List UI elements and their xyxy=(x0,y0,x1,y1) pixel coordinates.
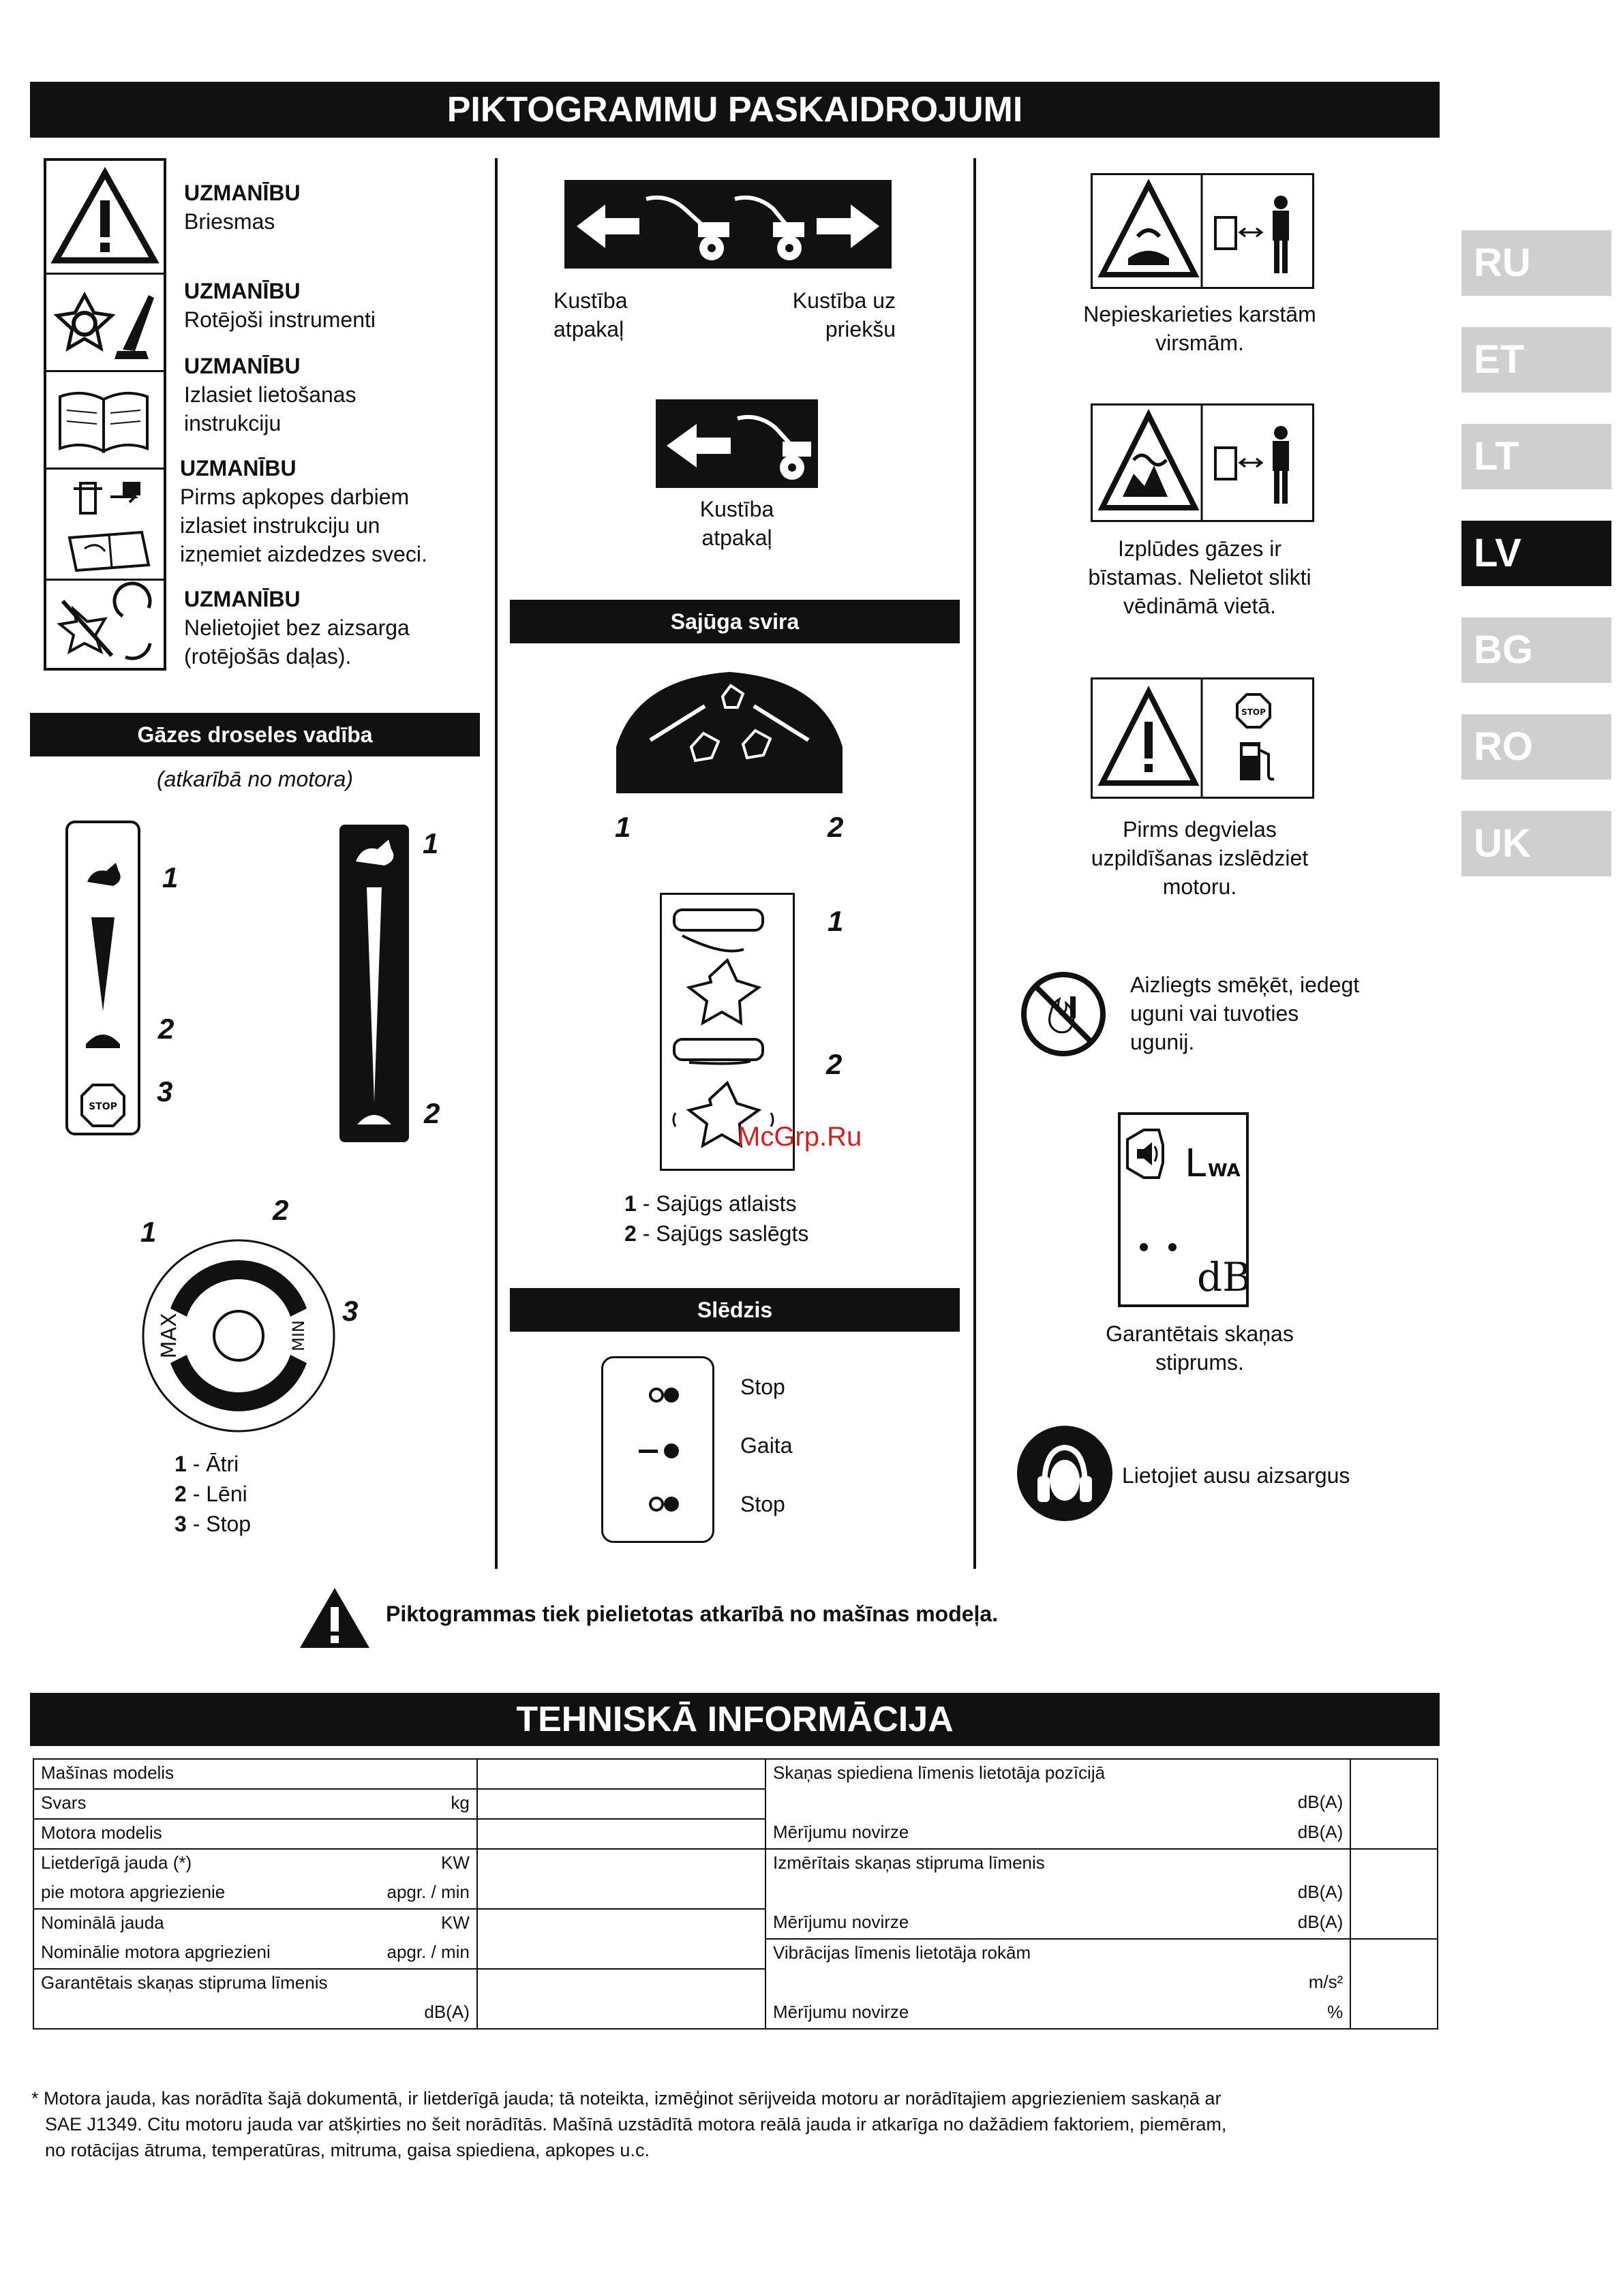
warning-item-manual xyxy=(184,352,357,438)
tech-unit: KW xyxy=(441,1912,470,1933)
throttle-b-label-1: 1 xyxy=(423,827,439,859)
caption-line: vēdināmā vietā. xyxy=(1123,594,1277,618)
throttle-dial-icon xyxy=(136,1234,341,1438)
tech-unit: apgr. / min xyxy=(386,1942,470,1962)
movement-back-caption xyxy=(553,286,628,343)
reverse-caption xyxy=(656,495,818,552)
throttle-legend-item xyxy=(175,1479,251,1509)
table-row xyxy=(33,1759,765,1789)
lang-tab-uk[interactable]: UK xyxy=(1461,811,1611,876)
tech-label: Lietderīgā jauda (*) xyxy=(41,1852,192,1873)
lwa-symbol: L xyxy=(1185,1142,1207,1186)
column-divider-left xyxy=(495,158,498,1569)
tech-unit: dB(A) xyxy=(424,2002,470,2022)
throttle-a-label-2: 2 xyxy=(158,1013,175,1045)
value-cell xyxy=(477,1819,765,1849)
tech-unit: dB(A) xyxy=(1297,1912,1344,1932)
legend-text: - Stop xyxy=(186,1512,252,1536)
footnote-line: * Motora jauda, kas norādīta šajā dokumentā, ir lietderīgā jauda; tā noteikta, izmēģinot sērijveida motoru ar norādītajiem apgriezieniem saskaņā ar xyxy=(31,2088,1222,2109)
caption-line: uguni vai tuvoties xyxy=(1130,1001,1299,1026)
value-cell xyxy=(1350,1759,1438,1849)
throttle-b-label-2: 2 xyxy=(424,1097,440,1129)
caption-line: Aizliegts smēķēt, iedegt xyxy=(1130,973,1360,997)
tech-label: Garantētais skaņas stipruma līmenis xyxy=(41,1972,328,1993)
tech-label: Motora modelis xyxy=(41,1822,162,1843)
throttle-a-label-1: 1 xyxy=(162,861,179,893)
tech-label: Mērījumu novirze xyxy=(773,1912,909,1932)
table-cell xyxy=(765,1939,1350,1969)
note-warning-icon xyxy=(297,1585,372,1651)
legend-num: 3 xyxy=(175,1512,187,1536)
ear-protection-icon xyxy=(1016,1424,1114,1522)
table-row xyxy=(33,1819,765,1849)
hot-surface-caption xyxy=(1050,300,1350,357)
watermark: McGrp.Ru xyxy=(738,1122,862,1152)
legend-text: - Ātri xyxy=(186,1452,239,1476)
throttle-a-label-3: 3 xyxy=(157,1075,173,1107)
table-cell xyxy=(765,1759,1350,1789)
exhaust-caption xyxy=(1036,534,1363,620)
table-cell xyxy=(765,1909,1350,1939)
clutch-dashboard-icon xyxy=(609,665,849,793)
caption-line: stiprums. xyxy=(1155,1350,1244,1375)
table-cell xyxy=(33,1939,477,1969)
caption-line: Kustība xyxy=(699,497,774,521)
legend-text: - Sajūgs atlaists xyxy=(636,1191,797,1216)
throttle-section-title xyxy=(30,713,480,756)
table-row xyxy=(765,1909,1438,1939)
lang-tab-lt[interactable]: LT xyxy=(1461,424,1611,489)
table-row xyxy=(33,1789,765,1819)
value-cell xyxy=(1350,1849,1438,1939)
clutch-pos-label-2: 2 xyxy=(826,1048,843,1080)
switch-positions-icon xyxy=(601,1356,714,1543)
caption-line: priekšu xyxy=(825,317,896,341)
caption-line: Kustība xyxy=(553,288,628,313)
spark-plug-maintenance-icon xyxy=(46,470,164,581)
movement-direction-icon xyxy=(564,180,892,269)
no-smoking-caption xyxy=(1130,970,1359,1056)
caption-line: bīstamas. Nelietot slikti xyxy=(1088,565,1311,590)
sound-power-caption xyxy=(1050,1319,1350,1377)
throttle-title-text: Gāzes droseles vadība xyxy=(137,722,373,747)
clutch-top-label-1: 1 xyxy=(615,811,631,843)
table-cell xyxy=(765,1789,1350,1819)
warning-line: Briesmas xyxy=(184,209,275,234)
footnote-line: no rotācijas ātruma, temperatūras, mitruma, gaisa spiediena, apkopes u.c. xyxy=(45,2140,650,2160)
table-cell xyxy=(33,1849,477,1879)
warning-line: Rotējoši instrumenti xyxy=(184,307,376,332)
table-cell xyxy=(765,1849,1350,1879)
table-cell xyxy=(33,1999,477,2029)
caption-line: ugunij. xyxy=(1130,1030,1195,1054)
legend-num: 2 xyxy=(624,1221,637,1246)
switch-label-stop-1: Stop xyxy=(740,1375,785,1399)
fuel-stop-sign-text: STOP xyxy=(1241,707,1266,717)
clutch-pos-label-1: 1 xyxy=(828,905,844,937)
table-row xyxy=(765,1819,1438,1849)
throttle-subtitle: (atkarībā no motora) xyxy=(156,767,354,791)
tech-label: pie motora apgriezienie xyxy=(41,1882,226,1902)
tech-unit: KW xyxy=(441,1852,470,1873)
warning-line: (rotējošās daļas). xyxy=(184,644,352,669)
table-row xyxy=(765,1969,1438,1999)
table-cell xyxy=(33,1759,477,1789)
sound-power-icon xyxy=(1118,1112,1252,1307)
legend-text: - Lēni xyxy=(186,1482,247,1506)
clutch-title-text: Sajūga svira xyxy=(670,609,800,634)
value-cell xyxy=(477,1969,765,2029)
db-symbol: dB xyxy=(1197,1254,1252,1300)
tech-unit: dB(A) xyxy=(1297,1822,1344,1842)
refuel-caption xyxy=(1050,815,1350,901)
column-divider-right xyxy=(973,158,976,1569)
tech-label: Skaņas spiediena līmenis lietotāja pozīcijā xyxy=(773,1762,1106,1783)
tech-unit: kg xyxy=(451,1792,470,1813)
table-row xyxy=(765,1939,1438,1969)
table-row xyxy=(765,1759,1438,1789)
page-title: PIKTOGRAMMU PASKAIDROJUMI xyxy=(446,90,1023,129)
dial-label-2: 2 xyxy=(273,1194,289,1226)
caption-line: Pirms degvielas xyxy=(1123,817,1277,842)
warning-line: Pirms apkopes darbiem xyxy=(180,485,410,509)
dial-max-label: MAX xyxy=(157,1313,181,1359)
warning-line: izlasiet instrukciju un xyxy=(180,513,380,538)
throttle-lever-a-icon xyxy=(65,821,140,1135)
tech-label: Mašīnas modelis xyxy=(41,1762,175,1783)
throttle-lever-b-icon xyxy=(339,825,409,1142)
tech-label: Mērījumu novirze xyxy=(773,1822,909,1842)
lang-tab-et[interactable]: ET xyxy=(1461,327,1611,393)
warning-title: UZMANĪBU xyxy=(184,181,301,205)
caption-line: Garantētais skaņas xyxy=(1106,1321,1294,1346)
table-cell xyxy=(33,1789,477,1819)
throttle-legend xyxy=(175,1449,251,1539)
legend-num: 2 xyxy=(175,1482,187,1506)
page-title-banner xyxy=(30,82,1440,138)
table-row xyxy=(33,1909,765,1939)
table-cell xyxy=(765,1969,1350,1999)
hot-surface-icon xyxy=(1091,173,1314,289)
warning-item-guard xyxy=(184,585,410,671)
clutch-section-title xyxy=(510,600,960,643)
value-cell xyxy=(1350,1939,1438,2029)
caption-line: uzpildīšanas izslēdziet xyxy=(1091,846,1309,870)
tech-label: Svars xyxy=(41,1792,87,1813)
tech-table-right xyxy=(765,1758,1438,2030)
table-cell xyxy=(33,1909,477,1939)
movement-forward-caption xyxy=(757,286,896,343)
switch-label-stop-2: Stop xyxy=(740,1492,785,1516)
switch-title-text: Slēdzis xyxy=(697,1298,773,1322)
tech-unit: apgr. / min xyxy=(386,1882,470,1902)
warning-line: izņemiet aizdedzes sveci. xyxy=(180,542,427,566)
rotating-tools-icon xyxy=(46,275,164,372)
warning-line: instrukciju xyxy=(184,411,282,435)
clutch-top-label-2: 2 xyxy=(828,811,844,843)
danger-triangle-icon xyxy=(46,161,164,275)
throttle-legend-item xyxy=(175,1449,251,1479)
lang-tab-ro[interactable]: RO xyxy=(1461,714,1611,780)
table-cell xyxy=(33,1969,477,1999)
caption-line: atpakaļ xyxy=(701,525,772,550)
warning-line: Nelietojiet bez aizsarga xyxy=(184,615,410,640)
warning-item-rotating xyxy=(184,277,376,334)
footnote xyxy=(31,2085,1449,2163)
clutch-legend-item xyxy=(624,1219,808,1249)
table-cell xyxy=(765,1819,1350,1849)
footnote-line: SAE J1349. Citu motoru jauda var atšķirties no šeit norādītās. Mašīnā uzstādītā motora reālā jauda ir atkarīga no dažādiem faktoriem, piemēram, xyxy=(45,2114,1227,2134)
value-cell xyxy=(477,1759,765,1789)
table-cell xyxy=(765,1879,1350,1909)
lwa-subscript: WA xyxy=(1208,1161,1241,1181)
ear-protection-caption: Lietojiet ausu aizsargus xyxy=(1122,1463,1350,1488)
caption-line: virsmām. xyxy=(1155,331,1244,355)
table-cell xyxy=(33,1879,477,1909)
table-row xyxy=(765,1849,1438,1879)
warning-title: UZMANĪBU xyxy=(184,587,301,611)
tech-info-title: TEHNISKĀ INFORMĀCIJA xyxy=(516,1700,954,1739)
tech-table-left xyxy=(33,1758,766,2030)
caption-line: atpakaļ xyxy=(553,317,624,341)
legend-text: - Sajūgs saslēgts xyxy=(636,1221,809,1246)
clutch-legend-item xyxy=(624,1189,808,1219)
stop-sign-text: STOP xyxy=(89,1101,117,1112)
lang-tab-bg[interactable]: BG xyxy=(1461,617,1611,683)
tech-label: Nominālie motora apgriezieni xyxy=(41,1942,271,1962)
warning-icon-strip xyxy=(44,158,166,671)
value-cell xyxy=(477,1789,765,1819)
value-cell xyxy=(477,1909,765,1969)
caption-line: motoru. xyxy=(1162,874,1237,899)
value-cell xyxy=(477,1849,765,1909)
note-text: Piktogrammas tiek pielietotas atkarībā no mašīnas modeļa. xyxy=(386,1602,999,1626)
no-smoking-fire-icon xyxy=(1018,969,1108,1059)
warning-line: Izlasiet lietošanas xyxy=(184,382,357,407)
table-row xyxy=(765,1879,1438,1909)
caption-line: Kustība uz xyxy=(792,288,896,313)
warning-item-maintenance xyxy=(180,454,427,568)
warning-title: UZMANĪBU xyxy=(184,354,301,378)
dial-min-label: MIN xyxy=(289,1320,308,1351)
dial-label-1: 1 xyxy=(140,1216,157,1248)
tech-unit: dB(A) xyxy=(1297,1792,1344,1812)
dial-label-3: 3 xyxy=(342,1295,359,1327)
lang-tab-ru[interactable]: RU xyxy=(1461,230,1611,296)
switch-section-title xyxy=(510,1288,960,1332)
warning-title: UZMANĪBU xyxy=(180,456,297,480)
tech-unit: dB(A) xyxy=(1297,1882,1344,1902)
tech-label: Mērījumu novirze xyxy=(773,2002,909,2022)
legend-num: 1 xyxy=(624,1191,637,1216)
exhaust-gas-icon xyxy=(1091,403,1314,522)
table-row xyxy=(765,1789,1438,1819)
read-manual-icon xyxy=(46,372,164,470)
clutch-legend xyxy=(624,1189,808,1249)
table-row xyxy=(33,1849,765,1879)
legend-num: 1 xyxy=(175,1452,187,1476)
reverse-movement-icon xyxy=(656,399,818,488)
switch-label-run: Gaita xyxy=(740,1433,793,1458)
tech-label: Izmērītais skaņas stipruma līmenis xyxy=(773,1852,1045,1873)
tech-unit: m/s² xyxy=(1308,1972,1344,1992)
tech-label: Vibrācijas līmenis lietotāja rokām xyxy=(773,1942,1031,1963)
lang-tab-lv[interactable]: LV xyxy=(1461,521,1611,586)
tech-label: Nominālā jauda xyxy=(41,1912,164,1933)
table-row xyxy=(33,1969,765,1999)
caption-line: Izplūdes gāzes ir xyxy=(1117,536,1282,561)
warning-item-danger xyxy=(184,179,301,236)
tech-unit: % xyxy=(1327,2002,1344,2022)
table-cell xyxy=(33,1819,477,1849)
table-cell xyxy=(765,1999,1350,2029)
throttle-legend-item xyxy=(175,1509,251,1539)
caption-line: Nepieskarieties karstām xyxy=(1083,302,1316,326)
table-row xyxy=(765,1999,1438,2029)
refuel-stop-engine-icon xyxy=(1091,677,1314,799)
no-guard-rotating-icon xyxy=(46,581,164,676)
tech-info-banner xyxy=(30,1693,1440,1746)
warning-title: UZMANĪBU xyxy=(184,279,301,303)
